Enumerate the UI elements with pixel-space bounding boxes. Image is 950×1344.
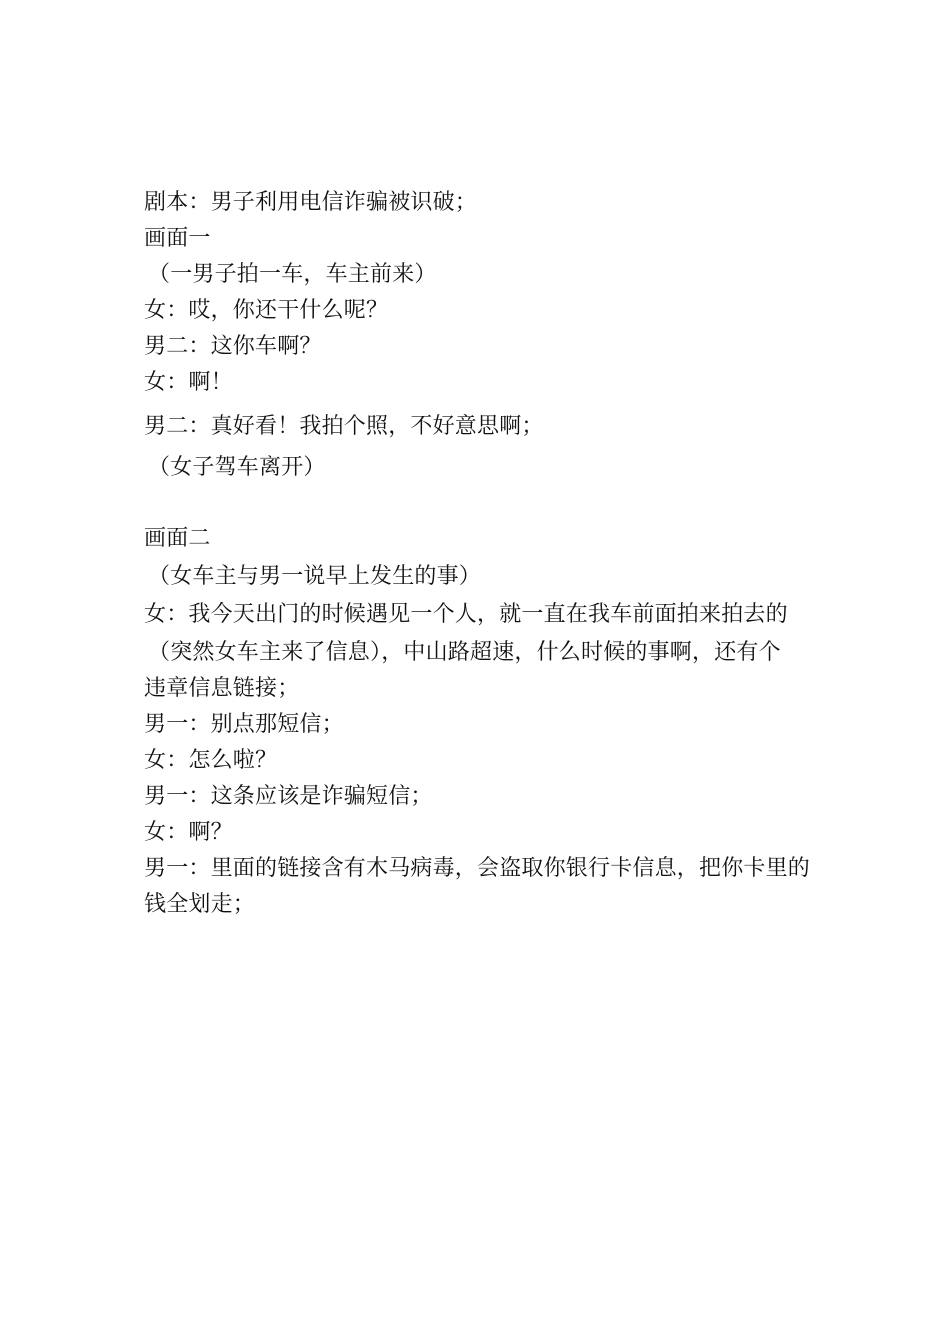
dialogue-line: 男一：别点那短信； [144,712,344,737]
dialogue-line: 女：啊！ [144,370,233,395]
dialogue-line: 男一：里面的链接含有木马病毒，会盗取你银行卡信息，把你卡里的 [144,856,811,881]
scene-heading: 画面二 [144,526,211,551]
dialogue-line: 女：啊？ [144,820,233,845]
dialogue-line-continued: 违章信息链接； [144,676,300,701]
scene-heading: 画面一 [144,226,211,251]
dialogue-line-continued: （突然女车主来了信息），中山路超速，什么时候的事啊，还有个 [148,640,781,665]
dialogue-line: 女：我今天出门的时候遇见一个人，就一直在我车前面拍来拍去的 [144,602,788,627]
dialogue-line-continued: 钱全划走； [144,892,256,917]
stage-direction: （女子驾车离开） [148,455,326,480]
dialogue-line: 男一：这条应该是诈骗短信； [144,784,433,809]
stage-direction: （一男子拍一车，车主前来） [148,262,437,287]
dialogue-line: 男二：这你车啊？ [144,334,322,359]
stage-direction: （女车主与男一说早上发生的事） [148,564,482,589]
dialogue-line: 女：哎，你还干什么呢？ [144,298,389,323]
dialogue-line: 女：怎么啦？ [144,748,278,773]
dialogue-line: 男二：真好看！我拍个照，不好意思啊； [144,414,544,439]
script-title: 剧本：男子利用电信诈骗被识破； [144,190,478,215]
